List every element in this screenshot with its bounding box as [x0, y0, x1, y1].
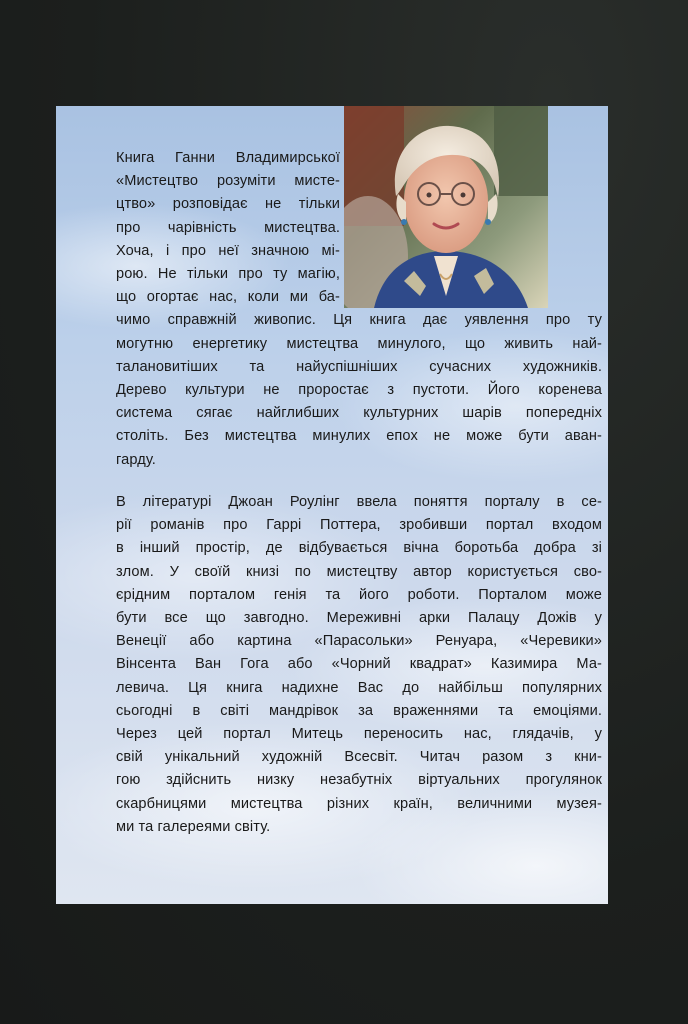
text-line: гою здійснить низку незабутніх віртуальних прогулянок [116, 772, 602, 789]
text-line: в інший простір, де відбувається вічна боротьба добра зі [116, 540, 602, 557]
text-line: Через цей портал Митець переносить нас, глядачів, у [116, 726, 602, 743]
book-description [56, 106, 608, 904]
text-line: єрідним порталом генія та його роботи. Порталом може [116, 586, 602, 603]
text-line: Венеції або картина «Парасольки» Ренуара, «Черевики» [116, 633, 602, 650]
text-line: сьогодні в світі мандрівок за враженнями та емоціями. [116, 702, 602, 719]
text-line: століть. Без мистецтва минулих епох не може бути аван- [116, 428, 602, 445]
text-line: рою. Не тільки про ту магію, [116, 266, 340, 283]
text-line: бути все що завгодно. Мереживні арки Палацу Дожів у [116, 610, 602, 627]
text-line: про чарівність мистецтва. [116, 219, 340, 236]
text-line: скарбницями мистецтва різних країн, величними музея- [116, 795, 602, 812]
text-line: талановитіших та найуспішніших сучасних художників. [116, 358, 602, 375]
text-line: «Мистецтво розуміти мисте- [116, 173, 340, 190]
description-paragraph-2 [116, 491, 602, 839]
text-line: левича. Ця книга надихне Вас до найбільш популярних [116, 679, 602, 696]
text-line: злом. У своїй книзі по мистецтву автор користується сво- [116, 563, 602, 580]
text-line: що огортає нас, коли ми ба- [116, 289, 340, 306]
text-line: Дерево культури не проростає з пустоти. Його коренева [116, 382, 602, 399]
text-line: могутню енергетику мистецтва минулого, що живить най- [116, 335, 602, 352]
text-line: ми та галереями світу. [116, 818, 271, 835]
text-line: свій унікальний художній Всесвіт. Читач разом з кни- [116, 749, 602, 766]
text-line: Вінсента Ван Гога або «Чорний квадрат» Казимира Ма- [116, 656, 602, 673]
text-line: система сягає найглибших культурних шарів попередніх [116, 405, 602, 422]
text-line: рії романів про Гаррі Поттера, зробивши портал входом [116, 517, 602, 534]
text-line: чимо справжній живопис. Ця книга дає уявлення про ту [116, 312, 602, 329]
text-line: В літературі Джоан Роулінг ввела поняття порталу в се- [116, 494, 602, 510]
text-line: цтво» розповідає не тільки [116, 196, 340, 213]
sky-background-panel [56, 106, 608, 904]
description-paragraph-1 [116, 147, 602, 472]
text-line: гарду. [116, 451, 156, 468]
text-line: Хоча, і про неї значною мі- [116, 242, 340, 259]
text-line: Книга Ганни Владимирської [116, 150, 340, 166]
